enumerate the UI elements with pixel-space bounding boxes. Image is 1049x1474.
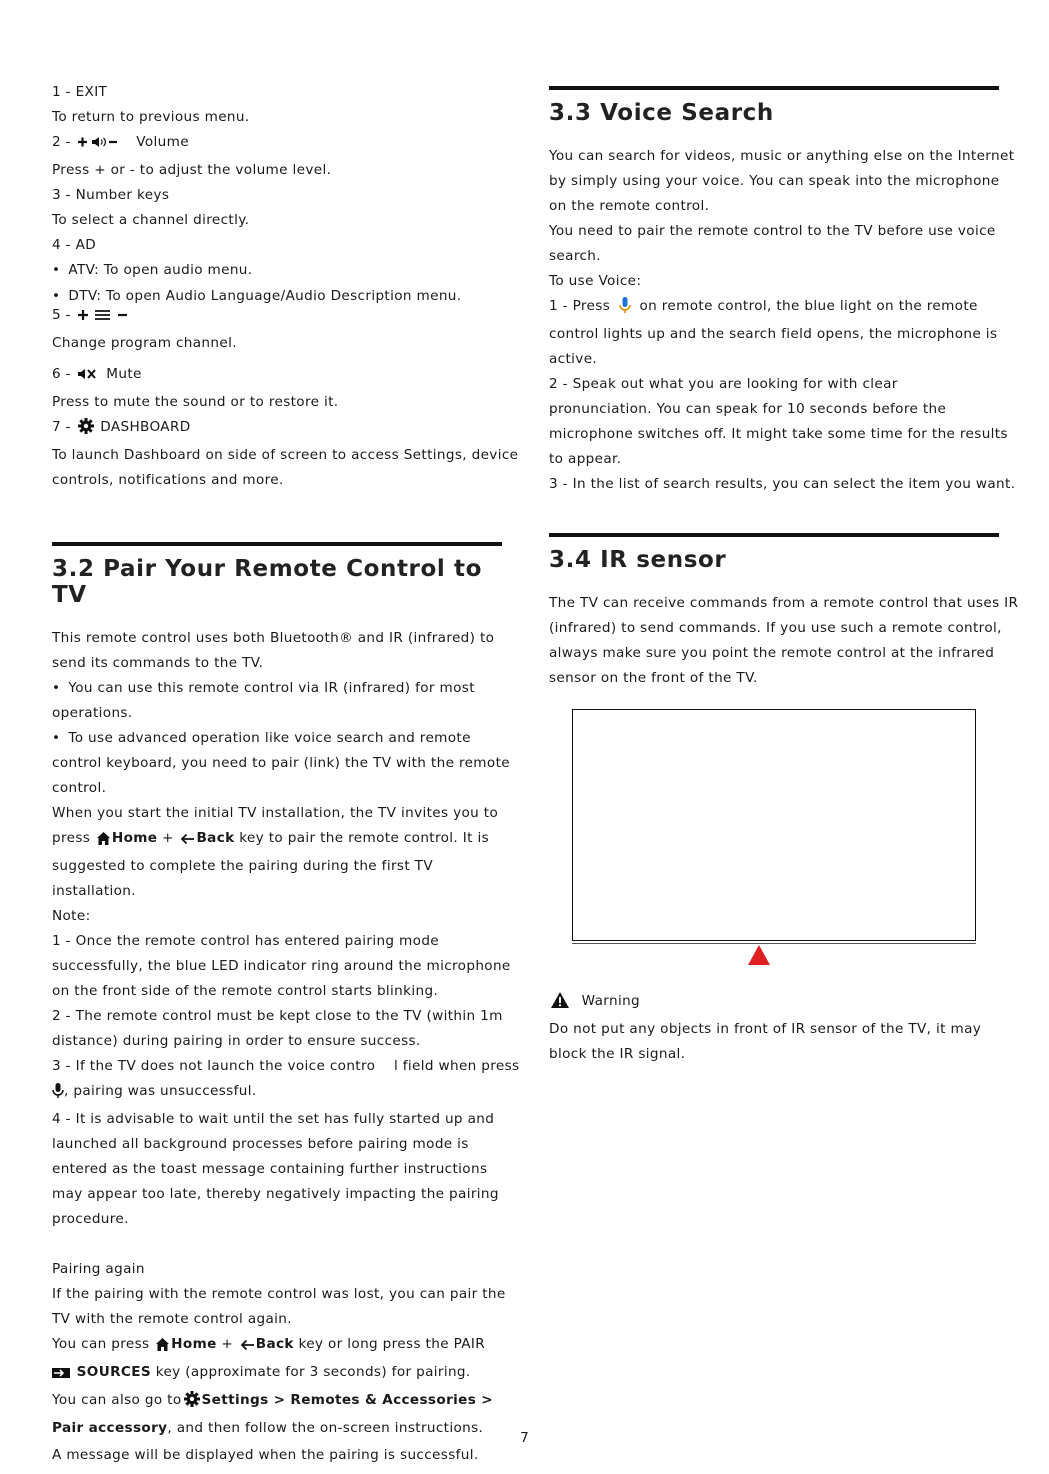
home-back-line: You can press Home + Back key or long press the PAIR (52, 1332, 502, 1360)
bullet-item: • DTV: To open Audio Language/Audio Description menu. (52, 284, 502, 309)
text-line: Note: (52, 908, 91, 924)
section-heading-pair: 3.2 Pair Your Remote Control to TV (52, 556, 482, 608)
ir-sensor-marker-icon (748, 945, 770, 965)
warning-block (549, 989, 999, 1067)
mic-icon (619, 297, 631, 322)
text-line: To use Voice: (549, 273, 642, 289)
bullet-item: • ATV: To open audio menu. (52, 258, 502, 283)
text-line: always make sure you point the remote control at the infrared (549, 645, 995, 661)
back-arrow-icon (180, 829, 194, 854)
text-line: 3 - In the list of search results, you can select the item you want. (549, 476, 1016, 492)
text-line: entered as the toast message containing further instructions (52, 1161, 488, 1177)
text-line: 3 - Number keys (52, 187, 170, 203)
channel-icon (78, 306, 134, 331)
text-line: 2 - The remote control must be kept close to the TV (within 1m (52, 1008, 503, 1024)
volume-icon (78, 133, 130, 158)
mute-line: 6 - Mute (52, 362, 502, 390)
text-line: Do not put any objects in front of IR sensor of the TV, it may (549, 1021, 982, 1037)
text-line: A message will be displayed when the pairing is successful. (52, 1447, 479, 1463)
press-mic-line: 1 - Press on remote control, the blue light on the remote (549, 294, 999, 322)
text-line: 1 - EXIT (52, 84, 108, 100)
text-line: procedure. (52, 1211, 129, 1227)
left-column (52, 80, 520, 1468)
text-line: To return to previous menu. (52, 109, 250, 125)
text-line: active. (549, 351, 598, 367)
text-line: You need to pair the remote control to the TV before use voice (549, 223, 996, 239)
pair-accessory-line: Pair accessory, and then follow the on-screen instructions. (52, 1420, 484, 1436)
sources-icon (52, 1363, 70, 1388)
warning-title: Warning (549, 989, 999, 1017)
text-line: operations. (52, 705, 133, 721)
channel-line: 5 - (52, 303, 502, 331)
text-line: to appear. (549, 451, 622, 467)
tv-stand-edge (572, 940, 976, 944)
text-line: sensor on the front of the TV. (549, 670, 758, 686)
text-line: You can search for videos, music or anything else on the Internet (549, 148, 1015, 164)
text-line: When you start the initial TV installation, the TV invites you to (52, 805, 499, 821)
text-line: The TV can receive commands from a remote control that uses IR (549, 595, 1019, 611)
text-line: (infrared) to send commands. If you use such a remote control, (549, 620, 1002, 636)
text-line: To select a channel directly. (52, 212, 250, 228)
text-line: control. (52, 780, 107, 796)
mic-icon (52, 1082, 64, 1107)
gear-icon (78, 418, 94, 443)
gear-icon (184, 1391, 200, 1416)
text-line: 2 - Speak out what you are looking for with clear (549, 376, 898, 392)
text-line: To launch Dashboard on side of screen to access Settings, device (52, 447, 519, 463)
home-icon (97, 829, 110, 854)
subsection-title: Pairing again (52, 1261, 145, 1277)
text-line: block the IR signal. (549, 1046, 686, 1062)
text-line: 4 - It is advisable to wait until the set has fully started up and (52, 1111, 495, 1127)
bullet-item: • You can use this remote control via IR (infrared) for most (52, 676, 502, 701)
text-line: Press to mute the sound or to restore it. (52, 394, 339, 410)
right-column (549, 86, 1019, 691)
text-line: control lights up and the search field opens, the microphone is (549, 326, 998, 342)
text-line: This remote control uses both Bluetooth® and IR (infrared) to (52, 630, 495, 646)
text-line: TV with the remote control again. (52, 1311, 292, 1327)
text-line: microphone switches off. It might take some time for the results (549, 426, 1008, 442)
text-line: launched all background processes before pairing mode is (52, 1136, 469, 1152)
text-line: Press + or - to adjust the volume level. (52, 162, 332, 178)
text-line: Change program channel. (52, 335, 237, 351)
text-line: successfully, the blue LED indicator ring around the microphone (52, 958, 511, 974)
text-line: pronunciation. You can speak for 10 seconds before the (549, 401, 947, 417)
text-line: on the remote control. (549, 198, 710, 214)
volume-line: 2 - Volume (52, 130, 502, 158)
dashboard-line: 7 - DASHBOARD (52, 415, 502, 443)
tv-illustration (572, 709, 976, 941)
mute-icon (78, 365, 100, 390)
text-line: by simply using your voice. You can speak into the microphone (549, 173, 1000, 189)
text-line: 4 - AD (52, 237, 97, 253)
text-line: 3 - If the TV does not launch the voice contro l field when press (52, 1058, 520, 1074)
home-icon (156, 1335, 169, 1360)
text-line: If the pairing with the remote control was lost, you can pair the (52, 1286, 506, 1302)
section-heading-voice: 3.3 Voice Search (549, 100, 774, 126)
home-back-line: press Home + Back key to pair the remote control. It is (52, 826, 502, 854)
text-line: distance) during pairing in order to ensure success. (52, 1033, 421, 1049)
text-line: installation. (52, 883, 136, 899)
section-heading-ir: 3.4 IR sensor (549, 547, 727, 573)
mic-line: , pairing was unsuccessful. (52, 1079, 502, 1107)
warning-icon (551, 992, 569, 1017)
text-line: suggested to complete the pairing during the first TV (52, 858, 433, 874)
sources-line: SOURCES key (approximate for 3 seconds) for pairing. (52, 1360, 502, 1388)
text-line: control keyboard, you need to pair (link) the TV with the remote (52, 755, 510, 771)
settings-line: You can also go to Settings > Remotes & Accessories > (52, 1388, 502, 1416)
text-line: controls, notifications and more. (52, 472, 284, 488)
text-line: search. (549, 248, 601, 264)
bullet-item: • To use advanced operation like voice search and remote (52, 726, 502, 751)
page-number: 7 (520, 1430, 529, 1446)
text-line: on the front side of the remote control starts blinking. (52, 983, 439, 999)
text-line: may appear too late, thereby negatively impacting the pairing (52, 1186, 499, 1202)
text-line: 1 - Once the remote control has entered pairing mode (52, 933, 440, 949)
back-arrow-icon (240, 1335, 254, 1360)
text-line: send its commands to the TV. (52, 655, 264, 671)
